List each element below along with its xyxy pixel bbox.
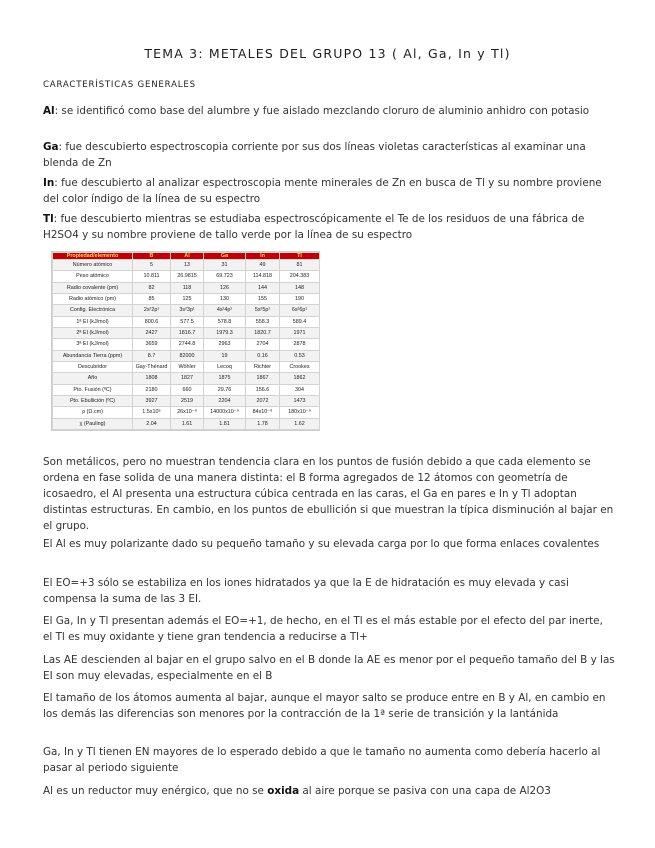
table-row-label: Config. Electrónica xyxy=(53,305,133,316)
table-cell: 1473 xyxy=(280,395,320,406)
table-row-label: Pto. Ebullición (ºC) xyxy=(53,395,133,406)
table-cell: 0.53 xyxy=(280,350,320,361)
table-cell: 3659 xyxy=(133,339,171,350)
paragraph-electron-affinity: Las AE descienden al bajar en el grupo salvo en el B donde la AE es menor por el pequeño tamaño del B y las EI son muy elevadas, especialmente en el B xyxy=(43,654,615,682)
table-header-cell: In xyxy=(246,253,280,260)
table-cell: 1979.3 xyxy=(204,327,246,338)
element-paragraph-in xyxy=(43,175,615,207)
paragraph-oxidation-state-1: El Ga, In y Tl presentan además el EO=+1, de hecho, en el Tl es el más estable por el efecto del par inerte, el Tl es muy oxidante y tiene gran tendencia a reducirse a Tl+ xyxy=(43,615,603,643)
element-symbol: In xyxy=(43,177,55,189)
table-cell: 558.3 xyxy=(246,316,280,327)
element-description: : fue descubierto espectroscopia corriente por sus dos líneas violetas características al examinar una blenda de Zn xyxy=(43,141,586,169)
table-cell: 125 xyxy=(171,293,204,304)
table-cell: 126 xyxy=(204,282,246,293)
table-row xyxy=(53,271,320,282)
table-row-label: Peso atómico xyxy=(53,271,133,282)
table-cell: 204.383 xyxy=(280,271,320,282)
element-description: : se identificó como base del alumbre y fue aislado mezclando cloruro de aluminio anhidro con potasio xyxy=(54,105,590,117)
table-cell: Wöhler xyxy=(171,361,204,372)
table-cell: 84x10⁻⁹ xyxy=(246,407,280,418)
table-cell: 3927 xyxy=(133,395,171,406)
table-row xyxy=(53,418,320,429)
table-row-label: Número atómico xyxy=(53,260,133,271)
table-cell: 1808 xyxy=(133,373,171,384)
table-cell: 82000 xyxy=(171,350,204,361)
table-cell: 82 xyxy=(133,282,171,293)
table-cell: 114.818 xyxy=(246,271,280,282)
table-cell: Crookes xyxy=(280,361,320,372)
table-row-label: Año xyxy=(53,373,133,384)
table-cell: 1.61 xyxy=(171,418,204,429)
table-row xyxy=(53,361,320,372)
table-cell: 1.78 xyxy=(246,418,280,429)
table-cell: 1971 xyxy=(280,327,320,338)
table-cell: 13 xyxy=(171,260,204,271)
table-cell: 118 xyxy=(171,282,204,293)
bold-word: oxida xyxy=(267,785,300,797)
table-cell: 1.81 xyxy=(204,418,246,429)
table-cell: 10.811 xyxy=(133,271,171,282)
table-cell: 4s²4p¹ xyxy=(204,305,246,316)
table-cell: 5s²5p¹ xyxy=(246,305,280,316)
table-cell: 660 xyxy=(171,384,204,395)
element-symbol: Ga xyxy=(43,141,59,153)
properties-table xyxy=(52,252,320,430)
table-row xyxy=(53,293,320,304)
table-cell: 2204 xyxy=(204,395,246,406)
table-cell: 1816.7 xyxy=(171,327,204,338)
table-row xyxy=(53,395,320,406)
table-cell: 2s²2p¹ xyxy=(133,305,171,316)
element-paragraph-ga xyxy=(43,139,615,171)
table-cell: 2072 xyxy=(246,395,280,406)
element-paragraph-al xyxy=(43,103,615,119)
table-cell: 69.723 xyxy=(204,271,246,282)
table-cell: 1.62 xyxy=(280,418,320,429)
table-cell: 589.4 xyxy=(280,316,320,327)
table-row-label: Abundancia Tierra (ppm) xyxy=(53,350,133,361)
element-description: : fue descubierto mientras se estudiaba espectroscópicamente el Te de los residuos de una fábrica de H2SO4 y su nombre proviene de tallo verde por la línea de su espectro xyxy=(43,213,585,241)
table-cell: 1.5x10⁶ xyxy=(133,407,171,418)
table-cell: 1862 xyxy=(280,373,320,384)
paragraph-electronegativity: Ga, In y Tl tienen EN mayores de lo esperado debido a que le tamaño no aumenta como debería hacerlo al pasar al periodo siguiente xyxy=(43,746,601,774)
table-row-label: ρ (Ω.cm) xyxy=(53,407,133,418)
paragraph-oxidation-state-3: El EO=+3 sólo se estabiliza en los iones hidratados ya que la E de hidratación es muy elevada y casi compensa la suma de las 3 EI. xyxy=(43,577,569,605)
table-header-cell: Propiedad/elemento xyxy=(53,253,133,260)
table-cell: Lecoq xyxy=(204,361,246,372)
table-row-label: 3ª EI (kJ/mol) xyxy=(53,339,133,350)
table-cell: 1827 xyxy=(171,373,204,384)
table-cell: 144 xyxy=(246,282,280,293)
table-cell: 156.6 xyxy=(246,384,280,395)
table-cell: 148 xyxy=(280,282,320,293)
table-row xyxy=(53,339,320,350)
table-cell: 6s²6p¹ xyxy=(280,305,320,316)
table-header-row xyxy=(53,253,320,260)
table-row xyxy=(53,316,320,327)
table-row-label: 1ª EI (kJ/mol) xyxy=(53,316,133,327)
table-cell: 81 xyxy=(280,260,320,271)
table-cell: 3s²3p¹ xyxy=(171,305,204,316)
table-cell: 49 xyxy=(246,260,280,271)
text-segment: al aire porque se pasiva con una capa de Al2O3 xyxy=(299,785,551,797)
table-cell: 5 xyxy=(133,260,171,271)
table-row xyxy=(53,327,320,338)
element-description: : fue descubierto al analizar espectroscopia mente minerales de Zn en busca de Tl y su nombre proviene del color índigo de la línea de su espectro xyxy=(43,177,602,205)
table-row-label: Pto. Fusión (ºC) xyxy=(53,384,133,395)
properties-table-image xyxy=(51,251,320,431)
table-cell: 577.5 xyxy=(171,316,204,327)
text-segment: Al es un reductor muy enérgico, que no se xyxy=(43,785,268,797)
table-row xyxy=(53,305,320,316)
table-row-label: Radio atómico (pm) xyxy=(53,293,133,304)
table-cell: 800.6 xyxy=(133,316,171,327)
table-row xyxy=(53,260,320,271)
table-row xyxy=(53,282,320,293)
table-header-cell: Ga xyxy=(204,253,246,260)
table-cell: 2.04 xyxy=(133,418,171,429)
table-cell: 2878 xyxy=(280,339,320,350)
table-row-label: χ (Pauling) xyxy=(53,418,133,429)
paragraph-al-reducer xyxy=(43,783,615,799)
table-cell: 130 xyxy=(204,293,246,304)
element-symbol: Tl xyxy=(43,213,54,225)
table-row xyxy=(53,384,320,395)
table-cell: 26x10⁻⁹ xyxy=(171,407,204,418)
table-cell: 2704 xyxy=(246,339,280,350)
element-symbol: Al xyxy=(43,105,55,117)
table-header-cell: B xyxy=(133,253,171,260)
table-cell: 155 xyxy=(246,293,280,304)
table-cell: 29.76 xyxy=(204,384,246,395)
table-cell: 26.9815 xyxy=(171,271,204,282)
table-cell: 0.16 xyxy=(246,350,280,361)
paragraph-al-polarizing: El Al es muy polarizante dado su pequeño tamaño y su elevada carga por lo que forma enlaces covalentes xyxy=(43,538,600,550)
section-heading: CARACTERÍSTICAS GENERALES xyxy=(43,80,196,90)
table-cell: 31 xyxy=(204,260,246,271)
table-row-label: 2ª EI (kJ/mol) xyxy=(53,327,133,338)
table-cell: Richter xyxy=(246,361,280,372)
table-cell: 578.8 xyxy=(204,316,246,327)
table-row xyxy=(53,407,320,418)
paragraph-atomic-size: El tamaño de los átomos aumenta al bajar, aunque el mayor salto se produce entre en B y Al, en cambio en los demás las diferencias son menores por la contracción de la 1ª serie de transición y la lantánida xyxy=(43,692,606,720)
table-cell: 304 xyxy=(280,384,320,395)
paragraph-melting-points: Son metálicos, pero no muestran tendencia clara en los puntos de fusión debido a que cada elemento se ordena en fase solida de una manera distinta: el B forma agregados de 12 átomos con geometría de icosaedro, el Al presenta una estructura cúbica centrada en las caras, el Ga en pares e In y Tl adoptan distintas estructuras. En cambio, en los puntos de ebullición si que muestran la típica disminución al bajar en el grupo. xyxy=(43,456,614,532)
table-cell: 8.7 xyxy=(133,350,171,361)
table-cell: 85 xyxy=(133,293,171,304)
table-cell: Gay-Thénard xyxy=(133,361,171,372)
table-cell: 2744.8 xyxy=(171,339,204,350)
table-cell: 2963 xyxy=(204,339,246,350)
table-header-cell: Al xyxy=(171,253,204,260)
table-row xyxy=(53,373,320,384)
table-header-cell: Tl xyxy=(280,253,320,260)
table-cell: 2427 xyxy=(133,327,171,338)
table-cell: 1867 xyxy=(246,373,280,384)
table-cell: 19 xyxy=(204,350,246,361)
table-row-label: Radio covalente (pm) xyxy=(53,282,133,293)
table-row-label: Descubridor xyxy=(53,361,133,372)
table-cell: 1820.7 xyxy=(246,327,280,338)
document-title: TEMA 3: METALES DEL GRUPO 13 ( Al, Ga, In y Tl) xyxy=(144,46,511,61)
element-paragraph-tl xyxy=(43,211,615,243)
table-cell: 1875 xyxy=(204,373,246,384)
table-cell: 14000x10⁻⁹ xyxy=(204,407,246,418)
table-row xyxy=(53,350,320,361)
table-cell: 2519 xyxy=(171,395,204,406)
table-cell: 180x10⁻⁹ xyxy=(280,407,320,418)
table-cell: 2180 xyxy=(133,384,171,395)
table-cell: 190 xyxy=(280,293,320,304)
